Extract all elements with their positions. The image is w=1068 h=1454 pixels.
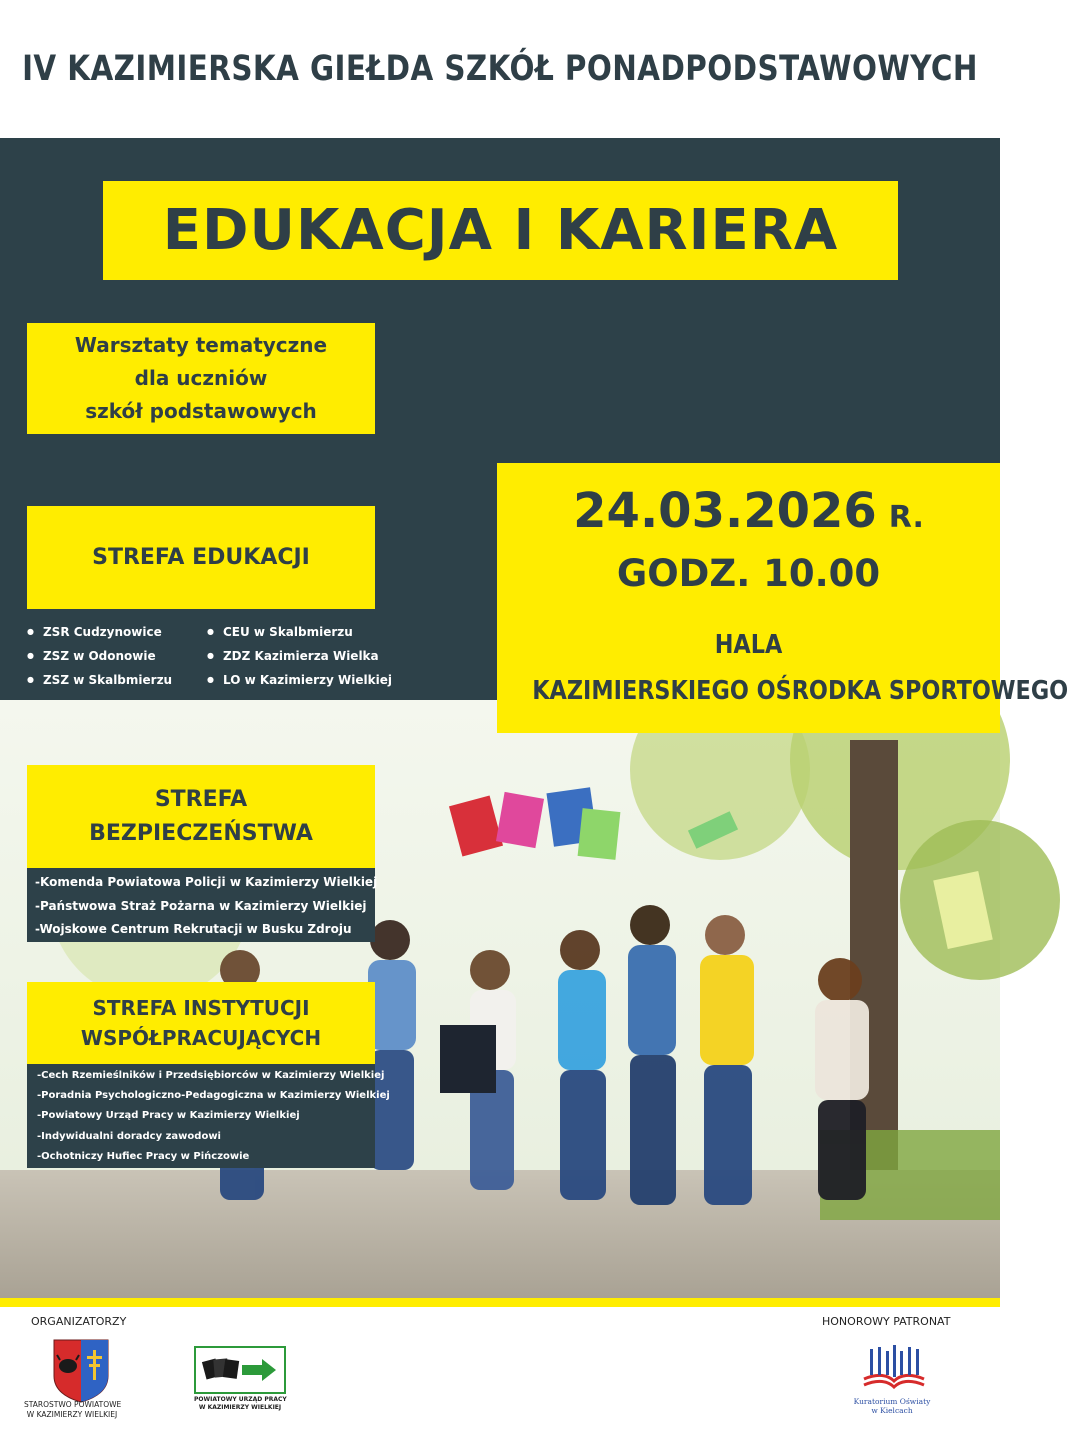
- poster-title: IV KAZIMIERSKA GIEŁDA SZKÓŁ PONADPODSTAWOWYCH: [22, 49, 978, 89]
- safety-zone-title-line: BEZPIECZEŃSTWA: [89, 820, 313, 846]
- institutions-zone-title-line: STREFA INSTYTUCJI: [92, 996, 310, 1020]
- list-item: -Cech Rzemieślników i Przedsiębiorców w Kazimierzy Wielkiej: [37, 1070, 385, 1081]
- institutions-zone-title-line: WSPÓŁPRACUJĄCYCH: [80, 1026, 322, 1050]
- safety-zone-title: [27, 765, 375, 868]
- institutions-zone-list: [27, 1064, 390, 1168]
- list-item: -Powiatowy Urząd Pracy w Kazimierzy Wielkiej: [37, 1110, 300, 1122]
- list-item: -Państwowa Straż Pożarna w Kazimierzy Wielkiej: [35, 898, 367, 913]
- pup-caption-line: POWIATOWY URZĄD PRACY: [194, 1396, 287, 1403]
- event-time: GODZ. 10.00: [616, 552, 881, 595]
- education-zone-title: STREFA EDUKACJI: [27, 506, 375, 609]
- education-zone-list-left: [27, 620, 172, 692]
- list-item: -Wojskowe Centrum Rekrutacji w Busku Zdroju: [35, 922, 352, 936]
- safety-zone-title-line: STREFA: [154, 786, 248, 812]
- list-item: ● CEU w Skalbmierzu: [207, 620, 392, 644]
- list-item: -Indywidualni doradcy zawodowi: [37, 1130, 221, 1142]
- workshops-line: Warsztaty tematyczne: [74, 333, 328, 357]
- kuratorium-caption-line: Kuratorium Oświaty: [853, 1397, 931, 1406]
- starostwo-caption: [24, 1400, 120, 1420]
- list-item: -Komenda Powiatowa Policji w Kazimierzy Wielkiej: [35, 875, 378, 889]
- event-info-box: [497, 463, 1068, 733]
- education-zone-list-right: [207, 620, 392, 692]
- list-item: -Ochotniczy Hufiec Pracy w Pińczowie: [37, 1150, 250, 1162]
- pup-caption: [194, 1396, 286, 1412]
- list-item: ● ZSR Cudzynowice: [27, 620, 172, 644]
- patronage-label: HONOROWY PATRONAT: [822, 1315, 951, 1328]
- event-venue-line1: HALA: [714, 630, 783, 660]
- workshops-line: szkół podstawowych: [85, 399, 317, 423]
- list-item: ● ZSZ w Odonowie: [27, 644, 172, 668]
- organizers-label: ORGANIZATORZY: [31, 1315, 127, 1328]
- kuratorium-logo: [858, 1345, 930, 1397]
- list-item: ● LO w Kazimierzy Wielkiej: [207, 668, 392, 692]
- starostwo-caption-line: W KAZIMIERZY WIELKIEJ: [26, 1410, 118, 1419]
- footer-divider: [0, 1298, 1000, 1307]
- pup-logo: [194, 1346, 286, 1394]
- institutions-zone-title: [27, 982, 375, 1064]
- safety-zone-list: [27, 868, 378, 942]
- main-banner: EDUKACJA I KARIERA: [103, 181, 898, 280]
- kuratorium-caption: [850, 1397, 934, 1415]
- kuratorium-caption-line: w Kielcach: [871, 1406, 913, 1415]
- event-date-suffix: R.: [888, 500, 924, 535]
- list-item: ● ZSZ w Skalbmierzu: [27, 668, 172, 692]
- workshops-line: dla uczniów: [134, 366, 268, 390]
- pup-caption-line: W KAZIMIERZY WIELKIEJ: [198, 1404, 282, 1411]
- event-venue-line2: KAZIMIERSKIEGO OŚRODKA SPORTOWEGO: [532, 676, 1068, 706]
- starostwo-caption-line: STAROSTWO POWIATOWE: [24, 1400, 122, 1409]
- starostwo-coat-of-arms-logo: [52, 1338, 110, 1404]
- event-date: [497, 483, 1000, 539]
- event-date-value: 24.03.2026: [573, 483, 877, 539]
- list-item: -Poradnia Psychologiczno-Pedagogiczna w Kazimierzy Wielkiej: [37, 1090, 390, 1102]
- list-item: ● ZDZ Kazimierza Wielka: [207, 644, 392, 668]
- workshops-box: [27, 323, 375, 434]
